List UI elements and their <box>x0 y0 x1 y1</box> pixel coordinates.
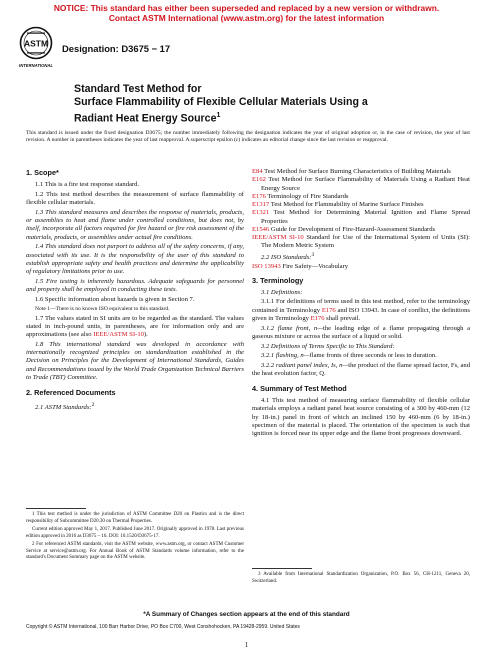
footnote-1: 1 This test method is under the jurisdiction of ASTM Committee D20 on Plastics and is the direct responsibility of Subcommittee D20.30 on Thermal Properties. <box>26 512 244 524</box>
term-flame-front-def: the leading edge of a flame propagating through a gaseous mixture or across the surface of a liquid or solid. <box>252 324 470 340</box>
term-3-1-2 <box>252 325 470 342</box>
document-title <box>74 83 474 126</box>
scope-1-4: 1.4 This standard does not purport to address all of the safety concerns, if any, associated with its use. It is the responsibility of the user of this standard to establish appropriate safety and health practices and determine the applicability of regulatory limitations prior to use. <box>26 243 244 275</box>
term-radiant-panel-index-def: the product of the flame spread factor, Fs, and the heat evolution factor, Q. <box>252 362 470 378</box>
logo-text: ASTM <box>23 38 49 49</box>
title-line-3: Radiant Heat Energy Source <box>74 112 217 125</box>
ref-item <box>252 263 470 271</box>
scope-1-5: 1.5 Fire testing is inherently hazardous. Adequate safeguards for personnel and property shall be employed in conducting these tests. <box>26 277 244 293</box>
term-3-2-2 <box>252 362 470 379</box>
term-3-1-1-end: shall prevail. <box>324 314 361 322</box>
footnote-2: 2 For referenced ASTM standards, visit the ASTM website, www.astm.org, or contact ASTM Customer Service at service@astm.org. For Annual Book of ASTM Standards volume information, refer to the standard's Document Summary page on the ASTM website. <box>26 542 244 560</box>
scope-heading: 1. Scope* <box>26 168 59 177</box>
term-flame-front: 3.1.2 flame front, n— <box>261 324 323 332</box>
ref-item <box>252 234 470 251</box>
astm-logo-icon <box>18 26 54 74</box>
scope-1-8: 1.8 This international standard was developed in accordance with internationally recognized principles on standardization established in the Decision on Principles for the Development of International Standards, Guides and Recommendations issued by the World Trade Organization Technical Barriers to Trade (TBT) Committee. <box>26 340 244 381</box>
refdocs-2-1: 2.1 ASTM Standards: <box>35 403 92 411</box>
terminology-heading: 3. Terminology <box>252 275 304 285</box>
term-flashing: 3.2.1 flashing, n— <box>261 352 310 360</box>
iso-footnote-ref[interactable]: 3 <box>311 251 315 258</box>
footnote-divider-right <box>252 568 312 569</box>
term-flashing-def: flame fronts of three seconds or less in duration. <box>309 352 437 360</box>
term-link-e176-2[interactable]: E176 <box>310 314 325 322</box>
ref-text: Test Method for Flammability of Marine Surface Finishes <box>269 201 424 208</box>
ref-text: Test Method for Surface Flammability of Materials Using a Radiant Heat Energy Source <box>261 176 470 192</box>
scope-1-7-text: 1.7 The values stated in SI units are to be regarded as the standard. The values stated in inch-pound units, in parentheses, are for information only and are approximations (see also <box>26 314 244 338</box>
summary-of-changes-banner: *A Summary of Changes section appears at the end of this standard <box>143 611 350 618</box>
term-3-1: 3.1 Definitions: <box>261 288 303 296</box>
scope-1-2: 1.2 This test method describes the measurement of surface flammability of flexible cellular materials. <box>26 190 244 206</box>
page-number: 1 <box>244 641 249 649</box>
ref-text: Test Method for Surface Burning Characteristics of Building Materials <box>262 168 451 175</box>
term-link-e176[interactable]: E176 <box>321 306 336 314</box>
term-3-1-1-text2: and ISO 13943. In case of conflict, the definitions given in Terminology <box>252 306 470 322</box>
ref-item <box>252 168 470 176</box>
copyright-line: Copyright © ASTM International, 100 Barr Harbor Drive, PO Box C700, West Conshohocken, PA 19428-2959. United States <box>26 624 300 630</box>
ref-text: Standard for Use of the International System of Units (SI): The Modern Metric System <box>261 234 471 250</box>
scope-1-7-end: ). <box>143 331 148 338</box>
title-line-1: Standard Test Method for <box>74 83 202 95</box>
ref-item <box>252 226 470 234</box>
ref-link-iso-13943[interactable]: ISO 13943 <box>252 263 281 271</box>
note-1: Note 1—There is no known ISO equivalent to this standard. <box>35 305 170 312</box>
term-3-2-1 <box>252 352 470 360</box>
ref-item <box>252 201 470 209</box>
ref-text: Fire Safety—Vocabulary <box>280 263 349 271</box>
notice-line-1: NOTICE: This standard has either been superseded and replaced by a new version or withdrawn. <box>53 3 440 13</box>
logo-subtext: INTERNATIONAL <box>19 63 53 68</box>
withdrawn-notice <box>0 3 493 23</box>
ref-text: Guide for Development of Fire-Hazard-Assessment Standards <box>269 225 436 233</box>
refdocs-heading: 2. Referenced Documents <box>26 387 116 397</box>
title-line-2: Surface Flammability of Flexible Cellular Materials Using a <box>74 96 368 108</box>
scope-1-7 <box>26 315 244 340</box>
term-3-1-1-text: 3.1.1 For definitions of terms used in this test method, refer to the terminology contained in Terminology <box>252 298 470 314</box>
footnote-1-edition: Current edition approved May 1, 2017. Published June 2017. Originally approved in 1978. Last previous edition approved in 2016 as D3675 – 16. DOI: 10.1520/D3675-17. <box>26 527 244 539</box>
ref-text: Test Method for Determining Material Ignition and Flame Spread Properties <box>261 209 470 225</box>
summary-4-1: 4.1 This test method of measuring surface flammability of flexible cellular materials employs a radiant panel heat source consisting of a 300 by 460-mm (12 by 18-in.) panel in front of which an inclined 150 by 460-mm (6 by 18-in.) specimen of the material is placed. The orientation of the specimen is such that ignition is forced near its upper edge and the flame front progresses downward. <box>252 397 470 438</box>
ref-link-e84[interactable]: E84 <box>252 168 263 175</box>
ref-link-e1317[interactable]: E1317 <box>252 201 270 208</box>
footnotes-left <box>26 512 244 564</box>
ref-text: Terminology of Fire Standards <box>265 192 349 200</box>
title-footnote-ref[interactable]: 1 <box>216 112 221 119</box>
ref-link-ieee-si10[interactable]: IEEE/ASTM SI-10 <box>252 234 304 241</box>
ref-link-e1546[interactable]: E1546 <box>252 225 270 233</box>
ref-link-e1321[interactable]: E1321 <box>252 209 270 217</box>
ref-link-e162[interactable]: E162 <box>252 176 266 184</box>
ref-link-e176[interactable]: E176 <box>252 192 266 200</box>
issuance-note: This standard is issued under the fixed designation D3675; the number immediately following the designation indicates the year of original adoption or, in the case of revision, the year of last revision. A number in parentheses indicates the year of last reapproval. A superscript epsilon (ε) indicates an editorial change since the last revision or reapproval. <box>26 130 470 144</box>
ref-item <box>252 176 470 193</box>
left-column <box>26 168 244 413</box>
term-radiant-panel-index: 3.2.2 radiant panel index, Is, n— <box>261 362 349 370</box>
footnote-3: 3 Available from International Standardization Organization, P.O. Box 56, CH-1211, Geneva 20, Switzerland. <box>252 572 470 584</box>
footnotes-right <box>252 572 470 587</box>
refdocs-2-2: 2.2 ISO Standards: <box>261 253 312 261</box>
term-3-2: 3.2 Definitions of Terms Specific to This Standard: <box>261 342 395 350</box>
footnote-divider <box>26 508 86 509</box>
scope-1-1: 1.1 This is a fire test response standard. <box>35 181 140 188</box>
ref-item <box>252 209 470 226</box>
notice-line-2: Contact ASTM International (www.astm.org) for the latest information <box>108 13 385 23</box>
ieee-si10-link[interactable]: IEEE/ASTM SI-10 <box>93 331 144 338</box>
scope-1-3: 1.3 This standard measures and describes the response of materials, products, or assemblies to heat and flame under controlled conditions, but does not, by itself, incorporate all factors required for fire hazard or fire risk assessment of the materials, products, or assemblies under actual fire conditions. <box>26 208 244 241</box>
term-3-1-1 <box>252 298 470 323</box>
summary-heading: 4. Summary of Test Method <box>252 384 347 394</box>
refdocs-footnote-ref[interactable]: 2 <box>91 401 95 408</box>
designation: Designation: D3675 − 17 <box>62 43 171 54</box>
ref-item <box>252 193 470 201</box>
right-column <box>252 168 470 440</box>
scope-1-6: 1.6 Specific information about hazards is given in Section 7. <box>35 295 195 303</box>
